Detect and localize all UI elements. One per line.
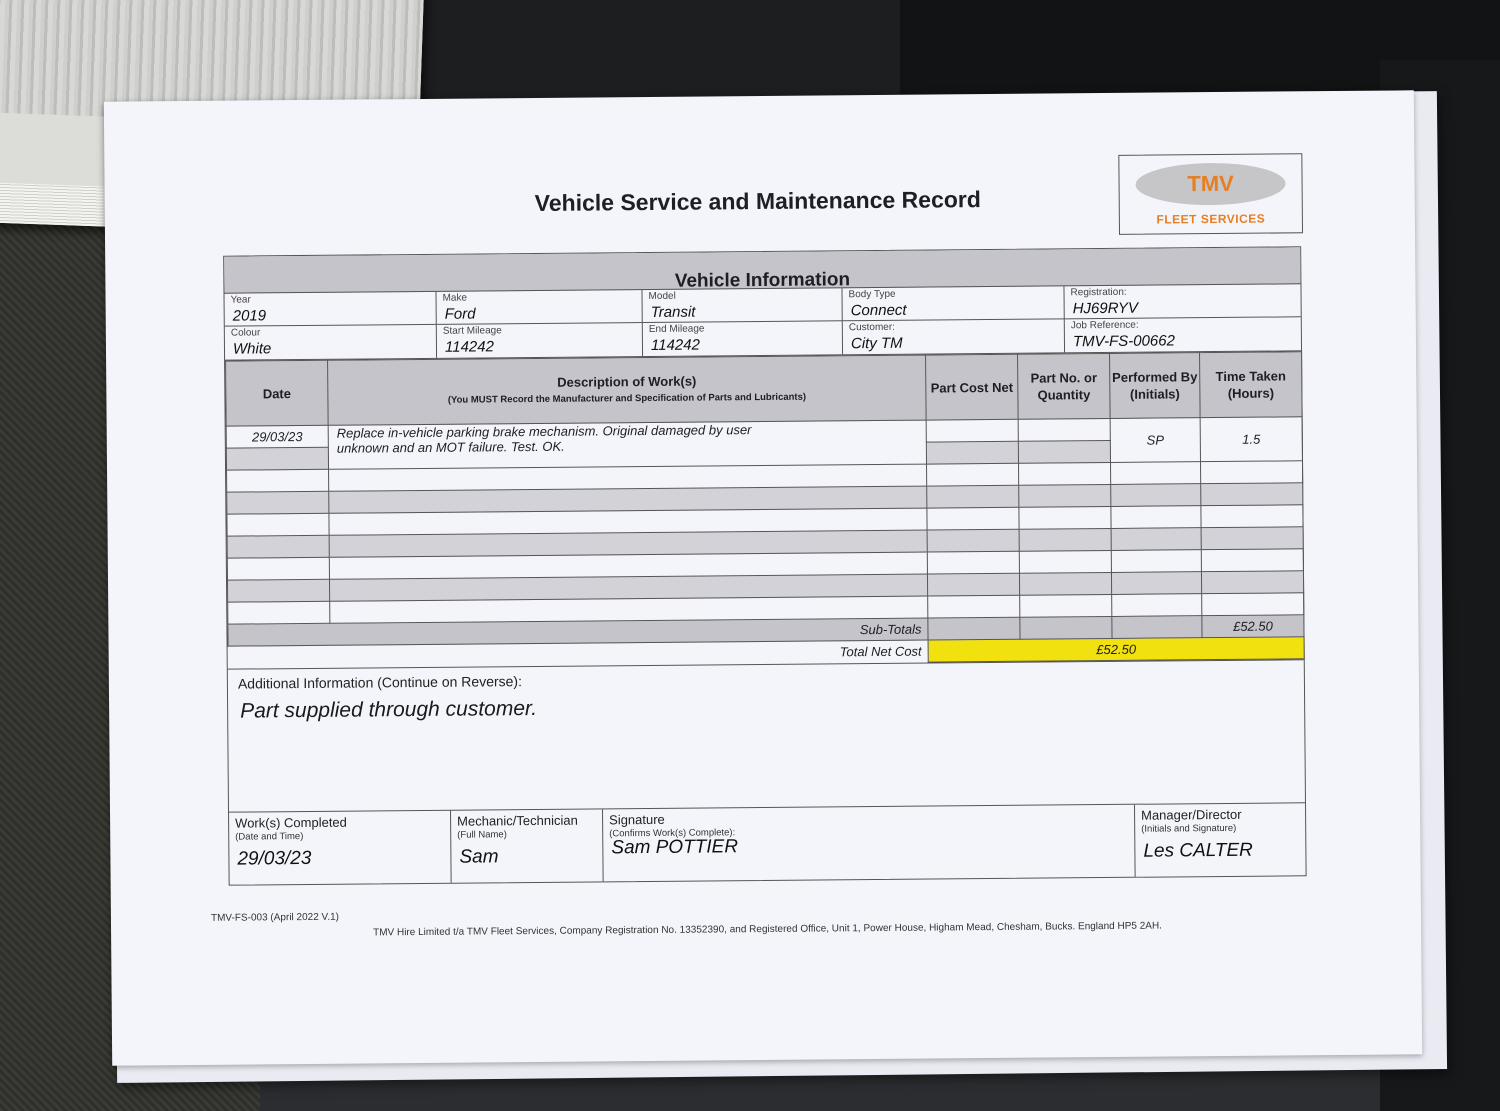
col-description-note: (You MUST Record the Manufacturer and Specification of Parts and Lubricants) — [447, 391, 807, 406]
total-net-cost-value: £52.50 — [928, 637, 1304, 662]
company-logo-main: TMV — [1135, 162, 1285, 205]
entry-date: 29/03/23 — [226, 425, 328, 448]
service-record-sheet — [104, 90, 1422, 1065]
additional-information — [228, 659, 1305, 811]
sub-total-time-value: £52.50 — [1202, 615, 1304, 638]
field-value: Transit — [650, 303, 696, 321]
field-label: Start Mileage — [442, 325, 502, 337]
field-label: Make — [442, 292, 468, 304]
mechanic-field — [451, 809, 604, 882]
field-value: Connect — [850, 301, 907, 320]
field-label: Registration: — [1070, 286, 1127, 299]
section-title: Vehicle Information — [674, 269, 851, 292]
entry-description-line: Replace in-vehicle parking brake mechanism. Original damaged by user — [336, 422, 752, 441]
sub-total-part-cost — [928, 617, 1020, 640]
field-sublabel: (Full Name) — [457, 829, 507, 841]
registration-field — [1064, 284, 1300, 319]
field-label: Work(s) Completed — [235, 814, 347, 831]
field-label: Body Type — [848, 288, 896, 301]
field-label: End Mileage — [648, 323, 705, 335]
table-cell — [226, 447, 328, 470]
end-mileage-field — [643, 321, 843, 356]
field-value: Sam POTTIER — [611, 836, 739, 859]
col-date: Date — [226, 360, 329, 426]
field-sublabel: (Initials and Signature) — [1141, 822, 1237, 835]
field-label: Year — [230, 294, 251, 306]
work-table-header — [226, 352, 1303, 426]
make-field — [436, 290, 642, 325]
entry-part-no — [1018, 418, 1110, 441]
sub-total-part-no — [1020, 616, 1112, 639]
works-completed-field — [229, 811, 452, 885]
entry-part-cost — [926, 419, 1018, 442]
field-label: Manager/Director — [1141, 806, 1242, 823]
entry-time-taken: 1.5 — [1200, 417, 1302, 462]
field-sublabel: (Confirms Work(s) Complete): — [609, 827, 736, 840]
field-value: Les CALTER — [1143, 839, 1253, 862]
vehicle-information-grid — [224, 284, 1301, 360]
entry-description-line: unknown and an MOT failure. Test. OK. — [336, 438, 565, 456]
form-code: TMV-FS-003 (April 2022 V.1) — [210, 911, 340, 924]
table-cell — [1018, 440, 1110, 463]
field-label: Signature — [609, 811, 665, 828]
signature-field — [603, 805, 1136, 882]
work-table — [225, 351, 1305, 668]
job-reference-field — [1065, 317, 1301, 352]
signoff-section — [229, 802, 1306, 884]
field-value: White — [232, 340, 272, 358]
year-field — [224, 292, 436, 327]
col-performed-by: Performed By (Initials) — [1110, 353, 1201, 419]
colour-field — [225, 325, 437, 360]
body-type-field — [842, 286, 1064, 321]
field-value: TMV-FS-00662 — [1072, 332, 1176, 351]
col-time-taken: Time Taken (Hours) — [1200, 352, 1303, 418]
customer-field — [843, 319, 1065, 354]
field-value: 114242 — [444, 338, 494, 356]
total-net-cost-label: Total Net Cost — [839, 643, 922, 660]
entry-description — [328, 420, 926, 469]
field-label: Job Reference: — [1070, 319, 1139, 332]
document-title: Vehicle Service and Maintenance Record — [534, 186, 981, 216]
col-description — [328, 355, 927, 425]
entry-performed-by: SP — [1110, 418, 1200, 463]
field-value: 2019 — [232, 307, 267, 325]
field-label: Model — [648, 290, 676, 302]
field-value: Sam — [459, 846, 499, 868]
field-sublabel: (Date and Time) — [235, 831, 304, 843]
manager-field — [1135, 803, 1306, 876]
field-value: 114242 — [650, 336, 700, 354]
model-field — [642, 288, 842, 323]
col-part-cost: Part Cost Net — [926, 354, 1019, 420]
record-form — [223, 246, 1306, 885]
field-value: 29/03/23 — [237, 847, 312, 870]
table-cell — [926, 441, 1018, 464]
company-logo-sub: FLEET SERVICES — [1156, 211, 1266, 227]
additional-information-label: Additional Information (Continue on Reverse): — [237, 673, 523, 692]
sub-total-performed-by — [1112, 616, 1202, 639]
company-footer: TMV Hire Limited t/a TMV Fleet Services, Company Registration No. 13352390, and Registered Office, Unit 1, Power House, Higham Mead, Chesham, Bucks. England HP5 2AH. — [373, 920, 1162, 939]
col-description-title: Description of Work(s) — [557, 373, 697, 390]
company-logo — [1118, 153, 1303, 235]
additional-information-value: Part supplied through customer. — [240, 696, 538, 723]
field-value: HJ69RYV — [1072, 299, 1139, 318]
field-value: Ford — [444, 305, 476, 323]
col-part-no: Part No. or Quantity — [1018, 353, 1111, 419]
field-label: Colour — [230, 327, 261, 339]
field-label: Customer: — [848, 321, 895, 334]
field-value: City TM — [850, 334, 903, 353]
field-label: Mechanic/Technician — [457, 812, 578, 829]
sub-totals-label: Sub-Totals — [228, 618, 928, 646]
start-mileage-field — [437, 323, 643, 358]
